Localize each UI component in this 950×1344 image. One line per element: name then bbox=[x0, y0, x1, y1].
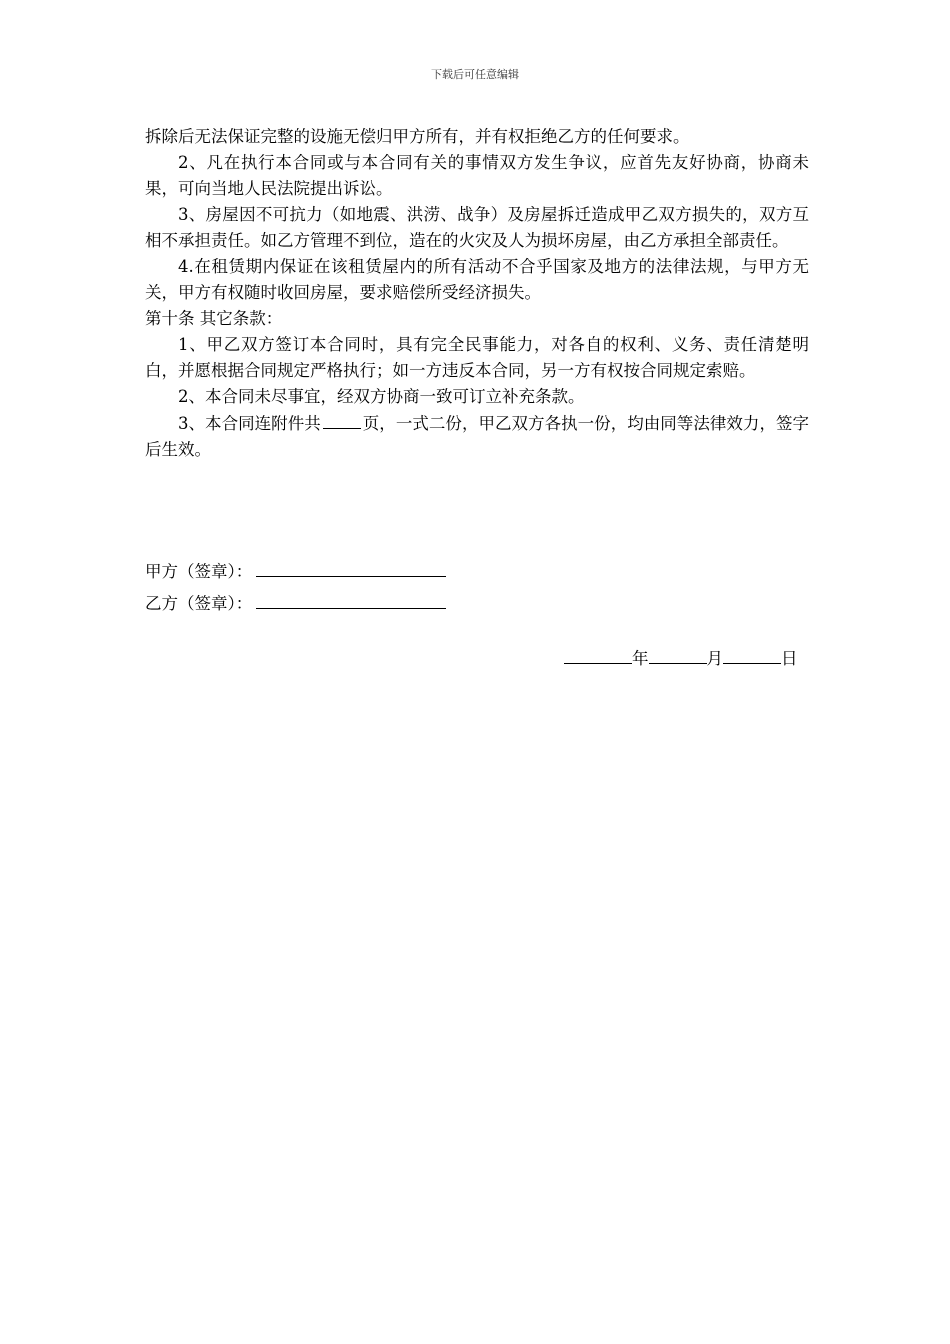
signature-block bbox=[145, 556, 446, 620]
clause-capacity: 1、甲乙双方签订本合同时，具有完全民事能力，对各自的权利、义务、责任清楚明白，并愿根据合同规定严格执行；如一方违反本合同，另一方有权按合同规定索赔。 bbox=[145, 335, 809, 380]
paragraph-continuation: 拆除后无法保证完整的设施无偿归甲方所有，并有权拒绝乙方的任何要求。 bbox=[145, 127, 690, 146]
clause-lawful-activity: 4.在租赁期内保证在该租赁屋内的所有活动不合乎国家及地方的法律法规，与甲方无关，甲方有权随时收回房屋，要求赔偿所受经济损失。 bbox=[145, 257, 809, 302]
month-label: 月 bbox=[706, 649, 723, 668]
party-a-signature-line bbox=[256, 560, 446, 577]
year-blank bbox=[564, 647, 632, 664]
party-b-label: 乙方（签章）： bbox=[145, 594, 253, 613]
clause-copies-start: 3、本合同连附件共 bbox=[178, 414, 321, 433]
clause-copies-end: 页，一式二份，甲乙双方各执一份，均由同等法律效力，签字后生效。 bbox=[145, 414, 810, 459]
day-blank bbox=[723, 647, 781, 664]
date-row bbox=[564, 645, 798, 669]
party-b-signature-row bbox=[145, 588, 446, 620]
day-label: 日 bbox=[781, 649, 798, 668]
party-b-signature-line bbox=[256, 592, 446, 609]
clause-copies bbox=[145, 410, 809, 463]
contract-body bbox=[145, 124, 809, 463]
clause-supplement: 2、本合同未尽事宜，经双方协商一致可订立补充条款。 bbox=[178, 387, 585, 406]
month-blank bbox=[649, 647, 707, 664]
clause-force-majeure: 3、房屋因不可抗力（如地震、洪涝、战争）及房屋拆迁造成甲乙双方损失的，双方互相不承担责任。如乙方管理不到位，造在的火灾及人为损坏房屋，由乙方承担全部责任。 bbox=[145, 205, 809, 250]
article-ten-heading: 第十条 其它条款： bbox=[145, 309, 283, 328]
party-a-label: 甲方（签章）： bbox=[145, 562, 253, 581]
clause-dispute: 2、凡在执行本合同或与本合同有关的事情双方发生争议，应首先友好协商，协商未果，可向当地人民法院提出诉讼。 bbox=[145, 153, 809, 198]
header-note: 下载后可任意编辑 bbox=[431, 68, 519, 81]
year-label: 年 bbox=[632, 649, 649, 668]
page-count-blank bbox=[323, 410, 361, 429]
party-a-signature-row bbox=[145, 556, 446, 588]
